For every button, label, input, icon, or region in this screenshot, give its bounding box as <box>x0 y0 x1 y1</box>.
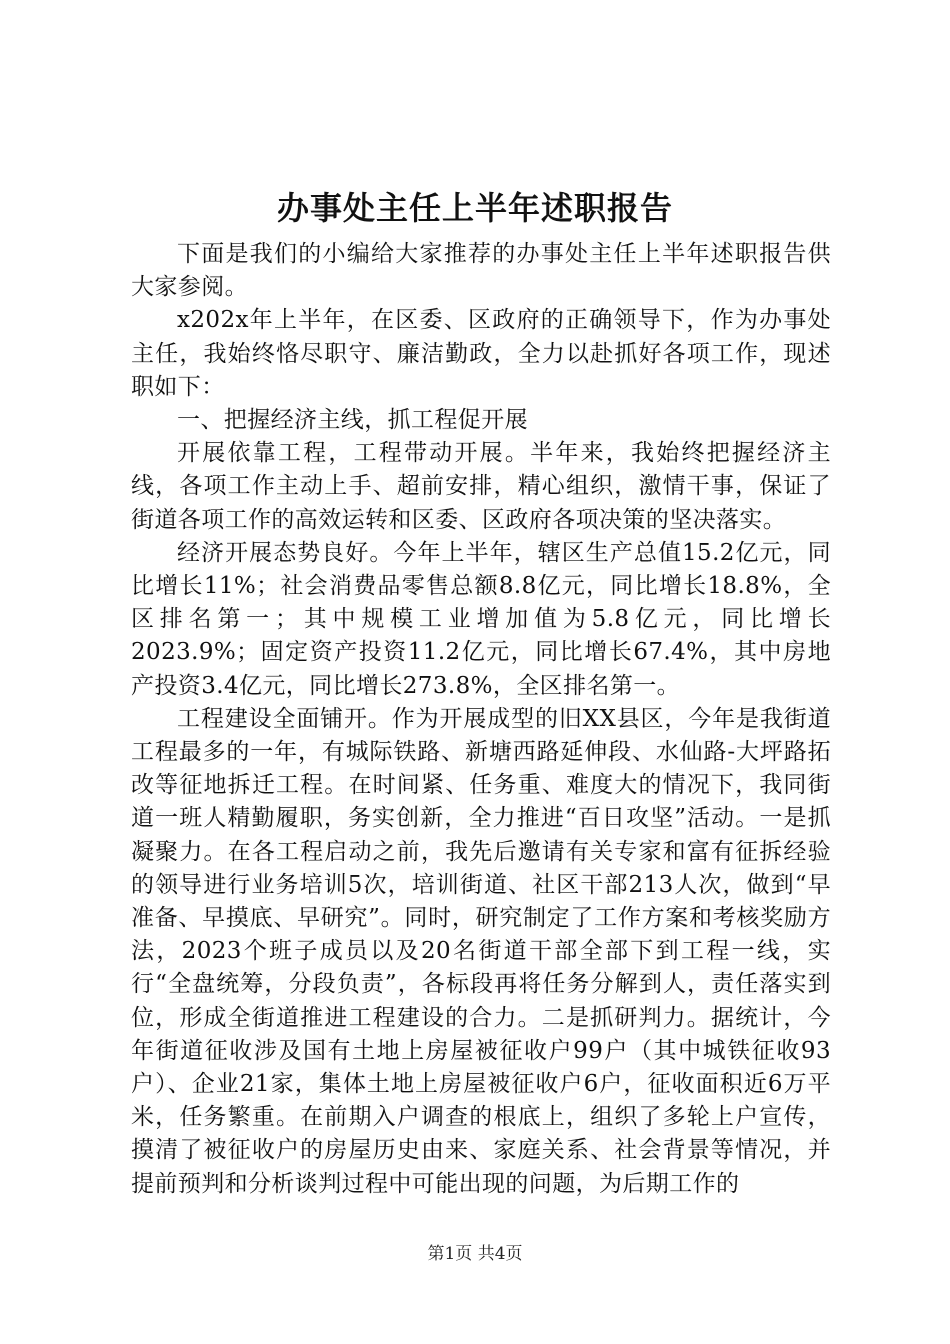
document-body <box>131 238 831 1201</box>
section-heading-1: 一、把握经济主线，抓工程促开展 <box>177 407 528 434</box>
paragraph-opening: x202x年上半年，在区委、区政府的正确领导下，作为办事处主任，我始终恪尽职守、廉洁勤政，全力以赴抓好各项工作，现述职如下： <box>131 307 831 400</box>
paragraph-intro: 下面是我们的小编给大家推荐的办事处主任上半年述职报告供大家参阅。 <box>131 241 831 301</box>
page-number-footer: 第1页 共4页 <box>427 1244 523 1264</box>
paragraph-economy: 经济开展态势良好。今年上半年，辖区生产总值15.2亿元，同比增长11%；社会消费品零售总额8.8亿元，同比增长18.8%，全区排名第一；其中规模工业增加值为5.8亿元，同比增长2023.9%；固定资产投资11.2亿元，同比增长67.4%，其中房地产投资3.4亿元，同比增长273.8%，全区排名第一。 <box>131 539 831 699</box>
document-title: 办事处主任上半年述职报告 <box>276 189 673 227</box>
paragraph-overview: 开展依靠工程，工程带动开展。半年来，我始终把握经济主线，各项工作主动上手、超前安排，精心组织，激情干事，保证了街道各项工作的高效运转和区委、区政府各项决策的坚决落实。 <box>131 440 831 533</box>
paragraph-projects: 工程建设全面铺开。作为开展成型的旧XX县区，今年是我街道工程最多的一年，有城际铁路、新塘西路延伸段、水仙路-大坪路拓改等征地拆迁工程。在时间紧、任务重、难度大的情况下，我同街道一班人精勤履职，务实创新，全力推进“百日攻坚”活动。一是抓凝聚力。在各工程启动之前，我先后邀请有关专家和富有征拆经验的领导进行业务培训5次，培训街道、社区干部213人次，做到“早准备、早摸底、早研究”。同时，研究制定了工作方案和考核奖励方法，2023个班子成员以及20名街道干部全部下到工程一线，实行“全盘统筹，分段负责”，各标段再将任务分解到人，责任落实到位，形成全街道推进工程建设的合力。二是抓研判力。据统计，今年街道征收涉及国有土地上房屋被征收户99户（其中城铁征收93户）、企业21家，集体土地上房屋被征收户6户，征收面积近6万平米，任务繁重。在前期入户调查的根底上，组织了多轮上户宣传，摸清了被征收户的房屋历史由来、家庭关系、社会背景等情况，并提前预判和分析谈判过程中可能出现的问题，为后期工作的 <box>131 705 831 1197</box>
